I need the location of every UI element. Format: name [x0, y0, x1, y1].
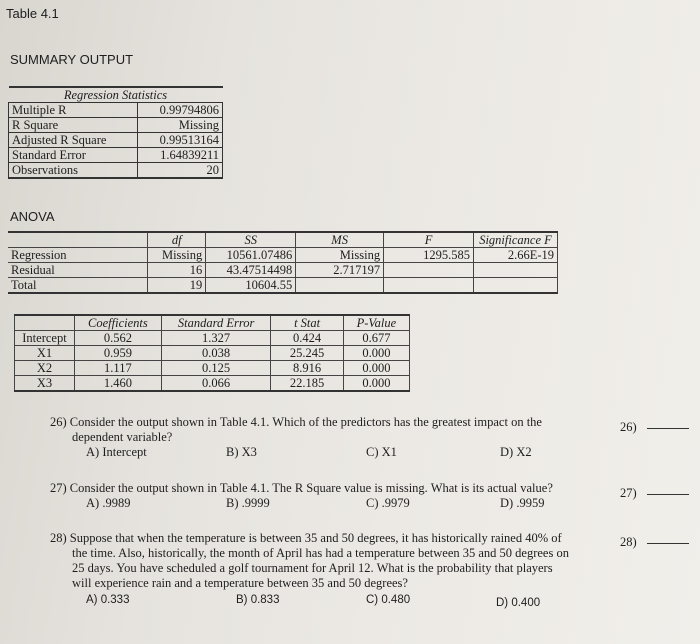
row-label: X1 [15, 346, 75, 361]
column-header: P-Value [343, 315, 409, 331]
column-header [8, 232, 148, 248]
column-header: MS [296, 232, 384, 248]
p-cell: 0.000 [343, 376, 409, 392]
question-28-line4: will experience rain and a temperature between 35 and 50 degrees? [72, 576, 408, 590]
table-row [15, 361, 410, 376]
ss-cell: 10561.07486 [206, 248, 296, 263]
regression-statistics-table [8, 86, 223, 179]
p-cell: 0.000 [343, 346, 409, 361]
column-header: t Stat [271, 315, 343, 331]
question-28 [50, 531, 562, 546]
answer-option[interactable]: C) .9979 [366, 496, 410, 510]
sig-cell [473, 278, 557, 294]
row-label: Total [8, 278, 148, 294]
table-row [9, 163, 223, 179]
stat-value: 1.64839211 [138, 148, 223, 163]
t-cell: 8.916 [271, 361, 343, 376]
question-number: 28) [50, 531, 67, 545]
row-label: Regression [8, 248, 148, 263]
coef-cell: 1.460 [74, 376, 161, 392]
regression-statistics-title: Regression Statistics [9, 87, 223, 103]
question-26 [50, 415, 542, 430]
answer-option[interactable]: D) .9959 [500, 496, 545, 510]
table-header-row [15, 315, 410, 331]
sig-cell [473, 263, 557, 278]
answer-option[interactable]: C) 0.480 [366, 594, 411, 606]
side-number: 26) [620, 420, 637, 434]
question-number: 26) [50, 415, 67, 429]
f-cell: 1295.585 [384, 248, 474, 263]
row-label: Residual [8, 263, 148, 278]
answer-line[interactable] [647, 542, 689, 544]
side-number: 27) [620, 486, 637, 500]
stat-value: 20 [138, 163, 223, 179]
answer-option[interactable]: B) 0.833 [236, 594, 280, 606]
table-row [15, 331, 410, 346]
se-cell: 1.327 [161, 331, 271, 346]
answer-option[interactable]: A) Intercept [86, 445, 147, 459]
column-header: df [148, 232, 206, 248]
se-cell: 0.038 [161, 346, 271, 361]
answer-option[interactable]: D) 0.400 [496, 597, 541, 609]
row-label: X3 [15, 376, 75, 392]
answer-blank-26[interactable] [620, 420, 689, 435]
df-cell: 16 [148, 263, 206, 278]
anova-title: ANOVA [10, 209, 55, 224]
se-cell: 0.066 [161, 376, 271, 392]
t-cell: 0.424 [271, 331, 343, 346]
question-text: Consider the output shown in Table 4.1. The R Square value is missing. What is its actual value? [69, 481, 553, 495]
answer-option[interactable]: A) .9989 [86, 496, 131, 510]
stat-value: 0.99513164 [138, 133, 223, 148]
df-cell: 19 [148, 278, 206, 294]
question-27 [50, 481, 553, 496]
column-header: Standard Error [161, 315, 271, 331]
se-cell: 0.125 [161, 361, 271, 376]
coef-cell: 0.959 [74, 346, 161, 361]
table-row [15, 376, 410, 392]
column-header: SS [206, 232, 296, 248]
table-row [15, 346, 410, 361]
answer-blank-28[interactable] [620, 535, 689, 550]
question-28-line3: 25 days. You have scheduled a golf tournament for April 12. What is the probability that players [72, 561, 553, 575]
p-cell: 0.677 [343, 331, 409, 346]
row-label: X2 [15, 361, 75, 376]
anova-table [8, 231, 558, 294]
ms-cell: Missing [296, 248, 384, 263]
answer-line[interactable] [647, 427, 689, 429]
answer-option[interactable]: A) 0.333 [86, 594, 130, 606]
table-row [8, 278, 558, 294]
answer-option[interactable]: B) X3 [226, 445, 257, 459]
ms-cell: 2.717197 [296, 263, 384, 278]
p-cell: 0.000 [343, 361, 409, 376]
ss-cell: 10604.55 [206, 278, 296, 294]
stat-label: Adjusted R Square [9, 133, 138, 148]
table-row [9, 103, 223, 118]
question-text: Consider the output shown in Table 4.1. Which of the predictors has the greatest impact on the [69, 415, 542, 429]
stat-label: Multiple R [9, 103, 138, 118]
question-26-line2: dependent variable? [72, 430, 173, 444]
f-cell [384, 278, 474, 294]
summary-title: SUMMARY OUTPUT [10, 52, 134, 67]
answer-blank-27[interactable] [620, 486, 689, 501]
ss-cell: 43.47514498 [206, 263, 296, 278]
coefficients-table [14, 314, 410, 392]
column-header: Significance F [473, 232, 557, 248]
column-header [15, 315, 75, 331]
answer-option[interactable]: B) .9999 [226, 496, 270, 510]
answer-option[interactable]: D) X2 [500, 445, 532, 459]
stat-label: Observations [9, 163, 138, 179]
df-cell: Missing [148, 248, 206, 263]
stat-label: Standard Error [9, 148, 138, 163]
stat-value: 0.99794806 [138, 103, 223, 118]
f-cell [384, 263, 474, 278]
question-number: 27) [50, 481, 67, 495]
table-row [8, 248, 558, 263]
column-header: F [384, 232, 474, 248]
ms-cell [296, 278, 384, 294]
table-row [9, 133, 223, 148]
row-label: Intercept [15, 331, 75, 346]
t-cell: 25.245 [271, 346, 343, 361]
answer-option[interactable]: C) X1 [366, 445, 397, 459]
table-label: Table 4.1 [6, 6, 59, 21]
stat-label: R Square [9, 118, 138, 133]
answer-line[interactable] [647, 493, 689, 495]
table-row [8, 263, 558, 278]
stat-value: Missing [138, 118, 223, 133]
side-number: 28) [620, 535, 637, 549]
column-header: Coefficients [74, 315, 161, 331]
coef-cell: 1.117 [74, 361, 161, 376]
table-row [9, 148, 223, 163]
coef-cell: 0.562 [74, 331, 161, 346]
t-cell: 22.185 [271, 376, 343, 392]
question-text: Suppose that when the temperature is between 35 and 50 degrees, it has historically rained 40% of [69, 531, 562, 545]
question-28-line2: the time. Also, historically, the month of April has had a temperature between 35 and 50 degrees on [72, 546, 569, 560]
table-header-row [8, 232, 558, 248]
sig-cell: 2.66E-19 [473, 248, 557, 263]
table-row [9, 118, 223, 133]
